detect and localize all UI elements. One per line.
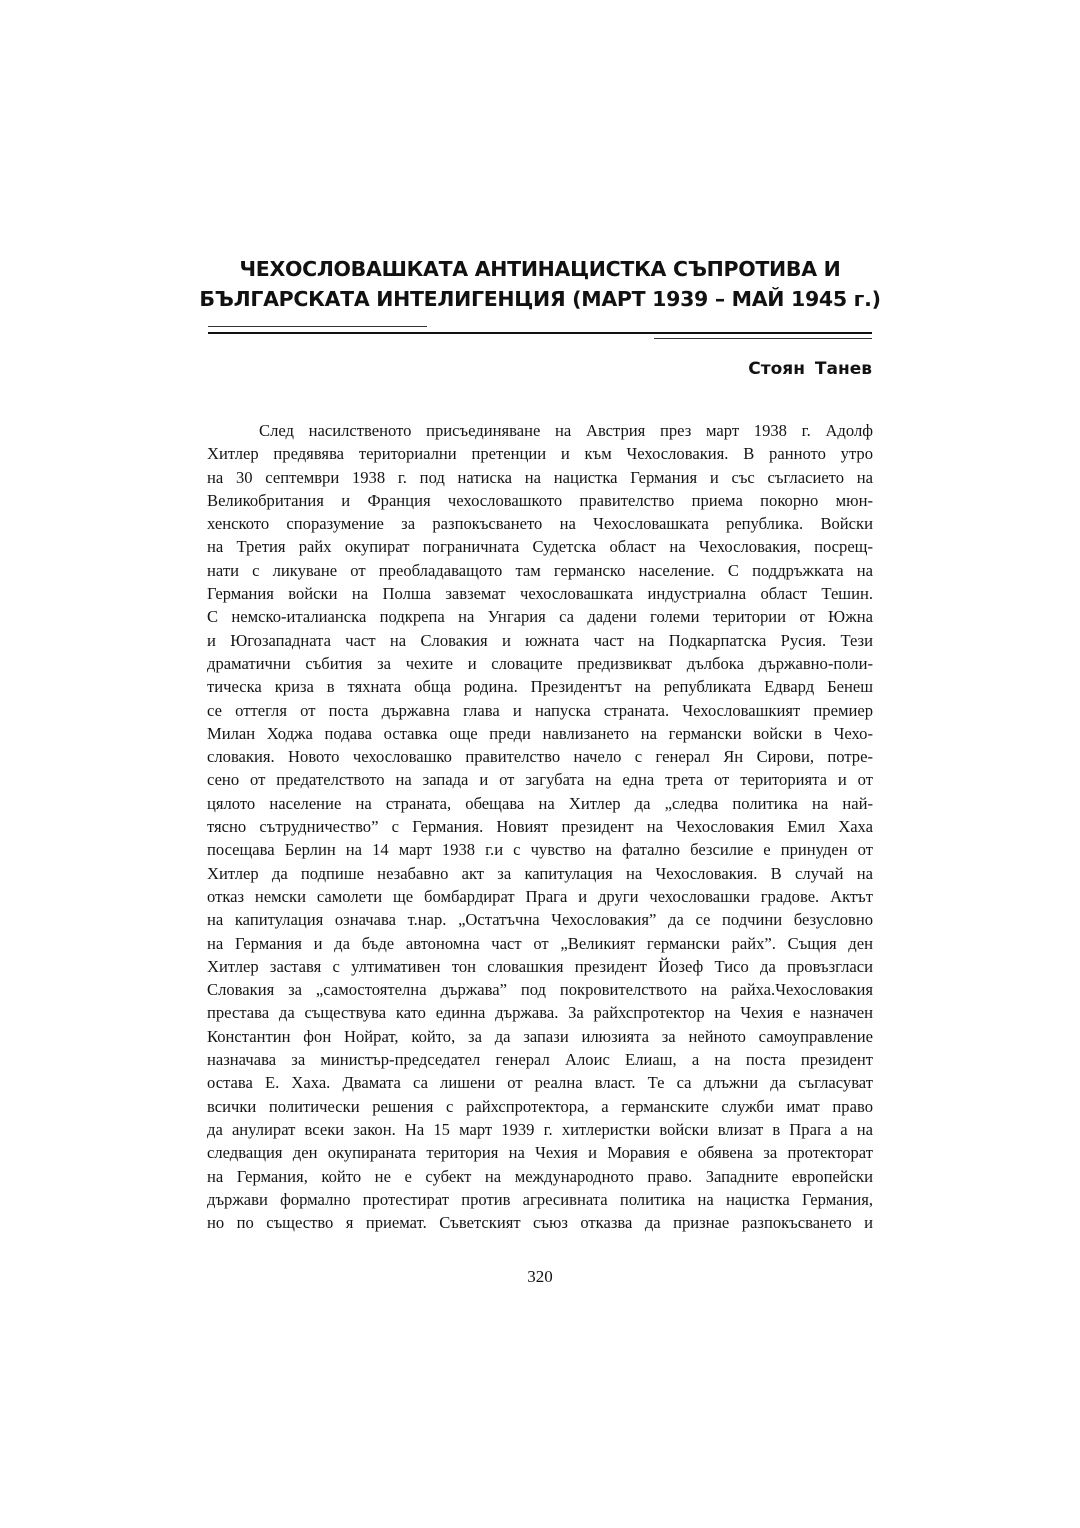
body-text-line: следващия ден окупираната територия на Чехия и Моравия е обявена за протекторат <box>207 1143 873 1163</box>
body-text-line: се оттегля от поста държавна глава и напуска страната. Чехословашкият премиер <box>207 700 873 720</box>
page-number: 320 <box>527 1267 553 1286</box>
body-text-line: Словакия за „самостоятелна държава” под покровителството на райха.Чехословакия <box>207 980 873 1000</box>
body-text-line: всички политически решения с райхспротектора, а германските служби имат право <box>207 1096 873 1116</box>
body-text-line: и Югозападната част на Словакия и южната част на Подкарпатска Русия. Тези <box>207 630 873 650</box>
body-text-line: назначава за министър-председател генерал Алоис Елиаш, а на поста президент <box>207 1050 873 1070</box>
body-text-line: държави формално протестират против агресивната политика на нацистка Германия, <box>207 1189 873 1209</box>
body-text-line: Хитлер да подпише незабавно акт за капитулация на Чехословакия. В случай на <box>207 863 873 883</box>
body-text-line: Великобритания и Франция чехословашкото правителство приема покорно мюн- <box>207 490 873 510</box>
body-text-line: на 30 септември 1938 г. под натиска на нацистка Германия и със съгласието на <box>207 467 873 487</box>
article-title-line: БЪЛГАРСКАТА ИНТЕЛИГЕНЦИЯ (МАРТ 1939 – МАЙ 1945 г.) <box>199 287 881 311</box>
body-text-line: посещава Берлин на 14 март 1938 г.и с чувство на фатално безсилие е принуден от <box>207 840 873 860</box>
body-text-line: но по същество я приемат. Съветският съюз отказва да признае разпокъсването и <box>207 1213 873 1233</box>
title-divider-main <box>208 332 872 334</box>
article-title-line: ЧЕХОСЛОВАШКАТА АНТИНАЦИСТКА СЪПРОТИВА И <box>239 257 841 281</box>
body-text-line: драматични събития за чехите и словаците предизвикват дълбока държавно-поли- <box>207 653 873 673</box>
title-divider-left <box>208 326 427 327</box>
body-text-line: сено от предателството на запада и от загубата на една трета от територията и от <box>207 770 873 790</box>
body-text-line: на капитулация означава т.нар. „Остатъчна Чехословакия” да се подчини безусловно <box>207 910 873 930</box>
article-body <box>207 419 873 1234</box>
body-text-line: Хитлер предявява териториални претенции и към Чехословакия. В ранното утро <box>207 444 873 464</box>
body-text-line: словакия. Новото чехословашко правителство начело с генерал Ян Сирови, потре- <box>207 747 873 767</box>
body-text-line: Хитлер заставя с ултимативен тон словашкия президент Йозеф Тисо да провъзгласи <box>207 956 873 976</box>
body-text-line: отказ немски самолети ще бомбардират Прага и други чехословашки градове. Актът <box>207 886 873 906</box>
body-text-line: остава Е. Хаха. Двамата са лишени от реална власт. Те са длъжни да съгласуват <box>207 1073 873 1093</box>
body-text-line: на Германия, който не е субект на международното право. Западните европейски <box>207 1166 873 1186</box>
body-text-line: на Третия райх окупират пограничната Судетска област на Чехословакия, посрещ- <box>207 537 873 557</box>
body-text-line: С немско-италианска подкрепа на Унгария са дадени големи територии от Южна <box>207 607 873 627</box>
body-text-line: Германия войски на Полша завземат чехословашката индустриална област Тешин. <box>207 584 873 604</box>
author-name: Стоян Танев <box>748 359 872 379</box>
article-title <box>150 254 930 314</box>
title-divider-right <box>654 338 872 339</box>
body-text-line: да анулират всеки закон. На 15 март 1939 г. хитлеристки войски влизат в Прага а на <box>207 1119 873 1139</box>
body-text-line: цялото население на страната, обещава на Хитлер да „следва политика на най- <box>207 793 873 813</box>
body-text-line: хенското споразумение за разпокъсването на Чехословашката република. Войски <box>207 514 873 534</box>
body-text-line: Милан Ходжа подава оставка още преди навлизането на германски войски в Чехо- <box>207 723 873 743</box>
body-text-line: След насилственото присъединяване на Австрия през март 1938 г. Адолф <box>259 421 873 440</box>
body-text-line: нати с ликуване от преобладаващото там германско население. С поддръжката на <box>207 560 873 580</box>
body-text-line: престава да съществува като единна държава. За райхспротектор на Чехия е назначен <box>207 1003 873 1023</box>
body-text-line: на Германия и да бъде автономна част от „Великият германски райх”. Същия ден <box>207 933 873 953</box>
body-text-line: Константин фон Нойрат, който, за да запази илюзията за нейното самоуправление <box>207 1026 873 1046</box>
body-text-line: тясно сътрудничество” с Германия. Новият президент на Чехословакия Емил Хаха <box>207 817 873 837</box>
body-text-line: тическа криза в тяхната обща родина. Президентът на републиката Едвард Бенеш <box>207 677 873 697</box>
